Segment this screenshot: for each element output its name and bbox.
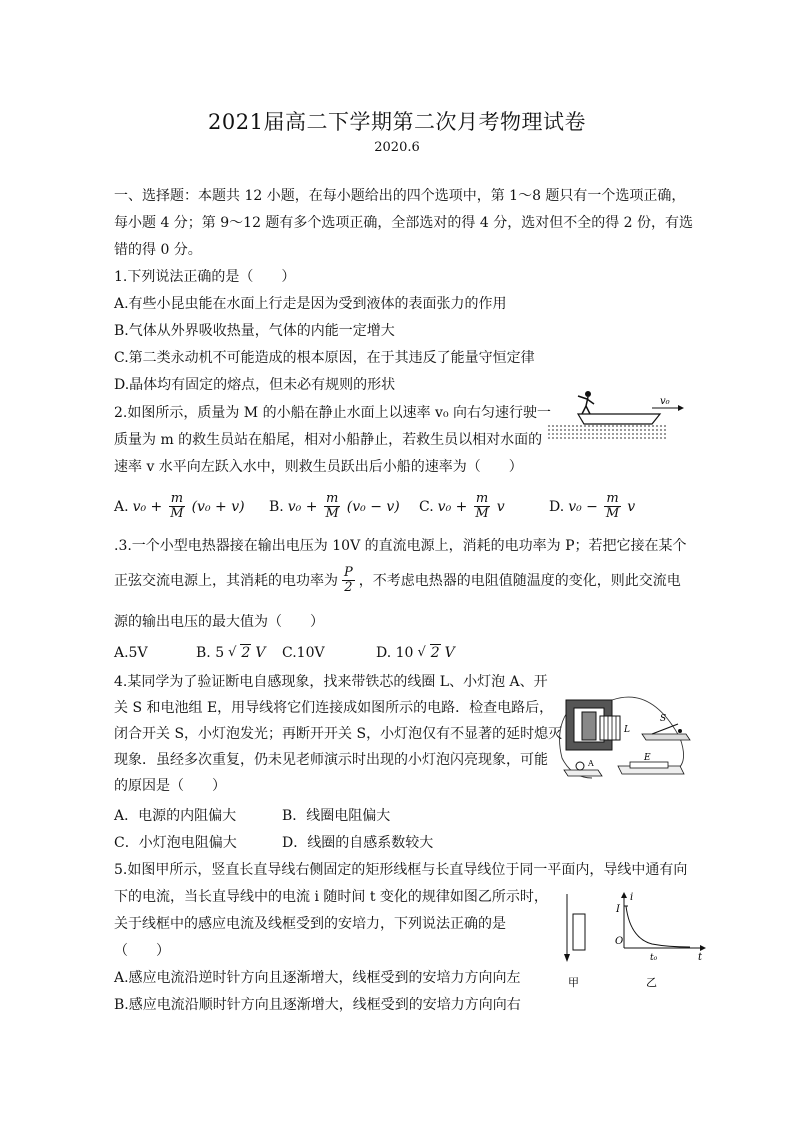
q5-current-axis-label: i <box>630 892 634 903</box>
q1-option-a: A.有些小昆虫能在水面上行走是因为受到液体的表面张力的作用 <box>114 296 507 312</box>
q4-stem-line-3: 闭合开关 S，小灯泡发光；再断开开关 S，小灯泡仅有不显著的延时熄灭 <box>114 726 563 742</box>
q5-figures <box>556 890 706 990</box>
q3-option-b: B. 5 √ 2 V <box>196 644 266 661</box>
q5-time-axis-label: t <box>698 952 703 963</box>
q2-stem-line-2: 质量为 m 的救生员站在船尾，相对小船静止，若救生员以相对水面的 <box>114 432 543 448</box>
q5-option-b: B.感应电流沿顺时针方向且逐渐增大，线框受到的安培力方向向右 <box>114 997 521 1013</box>
q4-switch-label: S <box>660 714 667 724</box>
q3-stem-line-2: 正弦交流电源上，其消耗的电功率为 $\frac{P}{2}$ ，不考虑电热器的电阻值随温度的变化，则此交流电 <box>114 565 681 595</box>
q1-option-b: B.气体从外界吸收热量，气体的内能一定增大 <box>114 323 395 339</box>
q3-option-c: C.10V <box>282 644 325 661</box>
q4-option-c: C．小灯泡电阻偏大 <box>114 835 237 851</box>
page-title: 2021届高二下学期第二次月考物理试卷 <box>208 110 586 134</box>
q4-coil-label: L <box>624 725 630 735</box>
q5-t0-label: t₀ <box>650 953 658 963</box>
q4-stem-line-2: 关 S 和电池组 E，用导线将它们连接成如图所示的电路．检查电路后， <box>114 700 554 716</box>
q1-stem: 1.下列说法正确的是（ ） <box>114 269 296 285</box>
q2-option-a: A. v₀ + $\frac{m}{M}$ (v₀ + v) <box>114 491 245 521</box>
q3-option-a: A.5V <box>114 644 148 661</box>
q3-stem-line-1: .3.一个小型电热器接在输出电压为 10V 的直流电源上，消耗的电功率为 P；若把它接在某个 <box>114 538 687 554</box>
q3-stem-line-3: 源的输出电压的最大值为（ ） <box>114 614 324 630</box>
q5-origin-label: O <box>615 936 624 947</box>
q5-stem-line-4: （ ） <box>114 943 170 959</box>
q4-option-a: A．电源的内阻偏大 <box>114 808 237 824</box>
q5-current-max-label: I <box>616 904 620 915</box>
q5-stem-line-1: 5.如图甲所示，竖直长直导线右侧固定的矩形线框与长直导线位于同一平面内，导线中通有向 <box>114 862 688 878</box>
q5-fig-yi-label: 乙 <box>646 976 657 989</box>
q1-option-d: D.晶体均有固定的熔点，但未必有规则的形状 <box>114 377 396 393</box>
q1-option-c: C.第二类永动机不可能造成的根本原因，在于其违反了能量守恒定律 <box>114 350 535 366</box>
q4-battery-label: E <box>644 753 651 763</box>
q4-stem-line-5: 的原因是（ ） <box>114 778 226 794</box>
q5-stem-line-3: 关于线框中的感应电流及线框受到的安培力，下列说法正确的是 <box>114 916 506 932</box>
q5-stem-line-2: 下的电流，当长直导线中的电流 i 随时间 t 变化的规律如图乙所示时， <box>114 889 548 905</box>
q2-velocity-label: v₀ <box>660 396 670 407</box>
q2-stem-line-1: 2.如图所示，质量为 M 的小船在静止水面上以速率 v₀ 向右匀速行驶一 <box>114 405 552 421</box>
q5-fig-jia-label: 甲 <box>568 976 579 989</box>
section-instructions-line-1: 一、选择题：本题共 12 小题，在每小题给出的四个选项中，第 1～8 题只有一个选项正确， <box>114 188 686 204</box>
section-instructions-line-2: 每小题 4 分；第 9～12 题有多个选项正确，全部选对的得 4 分，选对但不全的得 2 份，有选 <box>114 215 694 231</box>
q2-option-b: B. v₀ + $\frac{m}{M}$ (v₀ − v) <box>269 491 400 521</box>
q4-stem-line-4: 现象．虽经多次重复，仍未见老师演示时出现的小灯泡闪亮现象，可能 <box>114 752 548 768</box>
q3-power-fraction: $\frac{P}{2}$ <box>344 565 353 595</box>
q4-stem-line-1: 4.某同学为了验证断电自感现象，找来带铁芯的线圈 L、小灯泡 A、开 <box>114 674 548 690</box>
q5-option-a: A.感应电流沿逆时针方向且逐渐增大，线框受到的安培力方向向左 <box>114 970 521 986</box>
q2-option-d: D. v₀ − $\frac{m}{M}$ v <box>549 491 636 521</box>
q2-stem-line-3: 速率 v 水平向左跃入水中，则救生员跃出后小船的速率为（ ） <box>114 459 523 475</box>
q2-option-c: C. v₀ + $\frac{m}{M}$ v <box>419 491 505 521</box>
section-instructions-line-3: 错的得 0 分。 <box>114 242 202 258</box>
q3-options <box>114 644 674 661</box>
exam-date: 2020.6 <box>374 140 420 155</box>
q4-circuit-figure <box>552 686 692 786</box>
q3-option-d: D. 10 √ 2 V <box>376 644 455 661</box>
q2-options <box>114 492 674 521</box>
q4-option-b: B．线圈电阻偏大 <box>282 808 391 824</box>
q4-lamp-label: A <box>588 759 594 768</box>
q4-option-d: D．线圈的自感系数较大 <box>282 835 434 851</box>
q2-boat-figure <box>548 384 688 442</box>
